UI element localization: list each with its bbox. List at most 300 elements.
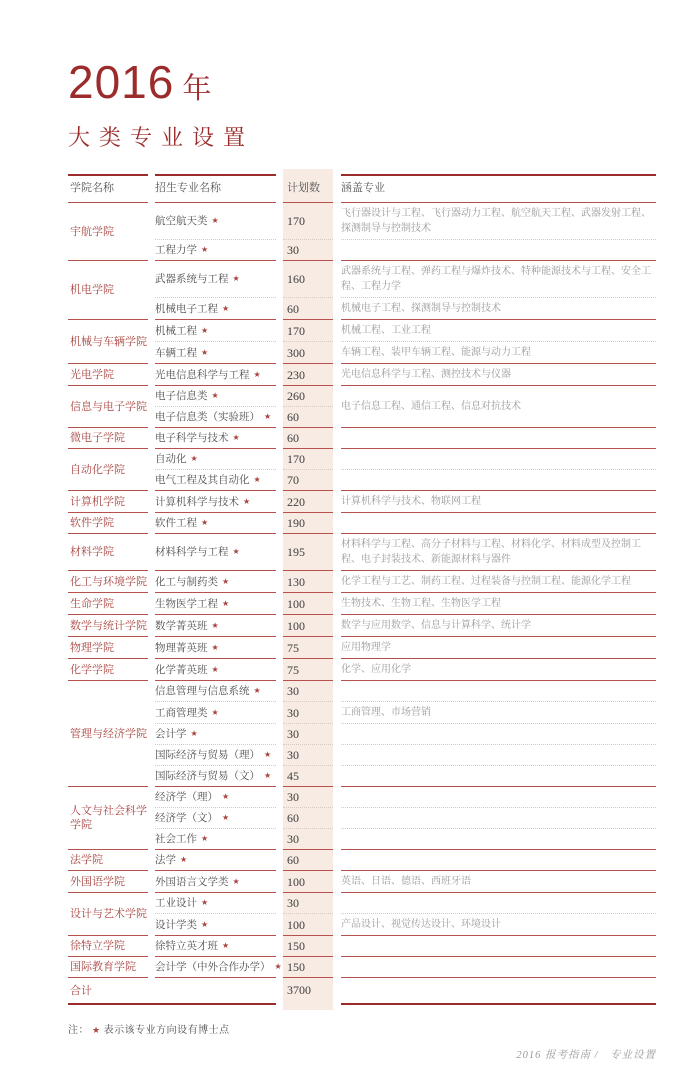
column-gap (276, 428, 283, 449)
covered-majors-cell: 计算机科学与技术、物联网工程 (341, 491, 656, 513)
covered-majors-cell: 应用物理学 (341, 637, 656, 659)
column-gap (276, 261, 283, 298)
doctoral-star-icon: ★ (180, 855, 188, 864)
table-row (68, 298, 656, 320)
column-gap (148, 637, 155, 659)
column-gap (148, 513, 155, 534)
plan-count-cell: 220 (283, 491, 333, 513)
column-gap (333, 745, 341, 766)
major-cell (155, 637, 276, 659)
covered-majors-cell: 车辆工程、装甲车辆工程、能源与动力工程 (341, 342, 656, 364)
table-row (68, 745, 656, 766)
table-row (68, 571, 656, 593)
doctoral-star-icon: ★ (211, 391, 219, 400)
plan-count-cell: 60 (283, 298, 333, 320)
column-gap (276, 203, 283, 240)
page (0, 55, 700, 1068)
major-name: 电子信息类 (155, 390, 208, 402)
college-name-cell: 微电子学院 (68, 428, 148, 449)
major-name: 机械工程 (155, 324, 197, 337)
table-row (68, 681, 656, 702)
table-row (68, 702, 656, 724)
major-name: 信息管理与信息系统 (155, 685, 250, 697)
column-gap (276, 766, 283, 787)
plan-count-cell: 150 (283, 936, 333, 957)
doctoral-star-icon: ★ (253, 369, 261, 379)
college-name-cell: 化学学院 (68, 659, 148, 681)
column-gap (333, 829, 341, 850)
column-gap (148, 893, 155, 936)
table-row (68, 893, 656, 914)
major-cell (155, 724, 276, 745)
column-gap (148, 203, 155, 261)
column-gap (276, 513, 283, 534)
major-cell (155, 240, 276, 261)
table-row (68, 534, 656, 571)
column-gap (276, 342, 283, 364)
covered-majors-cell: 光电信息科学与工程、测控技术与仪器 (341, 364, 656, 386)
table-row (68, 850, 656, 871)
doctoral-star-icon: ★ (222, 813, 230, 822)
doctoral-star-icon: ★ (190, 729, 198, 738)
doctoral-star-icon: ★ (222, 792, 230, 801)
column-gap (276, 702, 283, 724)
major-name: 物理菁英班 (155, 641, 208, 654)
column-gap (333, 534, 341, 571)
table-row (68, 491, 656, 513)
major-cell (155, 745, 276, 766)
plan-count-cell: 130 (283, 571, 333, 593)
column-gap (333, 407, 341, 428)
major-cell (155, 407, 276, 428)
covered-majors-cell (341, 787, 656, 808)
column-gap (148, 491, 155, 513)
column-gap (333, 978, 341, 1005)
column-gap (148, 871, 155, 893)
major-name: 化工与制药类 (155, 575, 218, 588)
column-gap (333, 637, 341, 659)
major-name: 电子信息类（实验班） (155, 411, 260, 423)
covered-majors-cell (341, 808, 656, 829)
column-gap (276, 893, 283, 914)
college-name-cell: 徐特立学院 (68, 936, 148, 957)
column-gap (333, 659, 341, 681)
column-gap (333, 298, 341, 320)
plan-count-cell: 75 (283, 637, 333, 659)
plan-count-cell: 45 (283, 766, 333, 787)
title-year-suffix: 年 (182, 73, 212, 105)
major-name: 工商管理类 (155, 706, 208, 719)
major-name: 会计学 (155, 728, 187, 740)
column-gap (276, 320, 283, 342)
doctoral-star-icon: ★ (253, 686, 261, 695)
covered-majors-cell: 机械电子工程、探测制导与控制技术 (341, 298, 656, 320)
majors-table (68, 174, 656, 1005)
header-major-name: 招生专业名称 (155, 175, 276, 203)
college-name-cell: 软件学院 (68, 513, 148, 534)
column-gap (333, 593, 341, 615)
column-gap (148, 571, 155, 593)
plan-count-cell: 75 (283, 659, 333, 681)
major-cell (155, 320, 276, 342)
plan-count-cell: 150 (283, 957, 333, 978)
column-gap (276, 571, 283, 593)
plan-count-cell: 30 (283, 240, 333, 261)
covered-majors-cell (341, 850, 656, 871)
column-gap (276, 175, 283, 203)
college-name-cell: 生命学院 (68, 593, 148, 615)
covered-majors-cell (341, 724, 656, 745)
major-cell (155, 615, 276, 637)
doctoral-star-icon: ★ (222, 576, 230, 586)
covered-majors-cell (341, 681, 656, 702)
column-gap (276, 724, 283, 745)
page-footer: 2016 报考指南 / 专业设置 (516, 1050, 656, 1061)
doctoral-star-icon: ★ (201, 898, 209, 907)
covered-majors-cell: 电子信息工程、通信工程、信息对抗技术 (341, 386, 656, 428)
column-gap (333, 175, 341, 203)
column-gap (333, 203, 341, 240)
column-gap (148, 850, 155, 871)
doctoral-star-icon: ★ (264, 750, 272, 759)
covered-majors-cell: 产品设计、视觉传达设计、环境设计 (341, 914, 656, 936)
covered-majors-cell: 机械工程、工业工程 (341, 320, 656, 342)
plan-count-cell: 170 (283, 203, 333, 240)
major-cell (155, 957, 282, 978)
major-name: 电子科学与技术 (155, 432, 229, 444)
major-cell (155, 681, 276, 702)
covered-majors-cell (341, 829, 656, 850)
major-name: 国际经济与贸易（理） (155, 749, 260, 761)
plan-count-cell: 190 (283, 513, 333, 534)
major-cell (155, 449, 276, 470)
doctoral-star-icon: ★ (201, 834, 209, 843)
table-row (68, 320, 656, 342)
footnote-text: 表示该专业方向设有博士点 (103, 1025, 230, 1036)
column-gap (148, 320, 155, 364)
column-gap (333, 681, 341, 702)
column-gap (276, 871, 283, 893)
plan-count-cell: 30 (283, 702, 333, 724)
plan-count-cell: 170 (283, 320, 333, 342)
doctoral-star-icon: ★ (92, 1025, 101, 1035)
column-gap (148, 428, 155, 449)
column-gap (148, 593, 155, 615)
major-name: 徐特立英才班 (155, 940, 218, 952)
plan-count-cell: 30 (283, 829, 333, 850)
major-cell (155, 491, 276, 513)
doctoral-star-icon: ★ (211, 620, 219, 630)
doctoral-star-icon: ★ (211, 664, 219, 674)
column-gap (333, 615, 341, 637)
plan-count-cell: 60 (283, 850, 333, 871)
plan-count-cell: 100 (283, 615, 333, 637)
major-name: 武器系统与工程 (155, 273, 229, 285)
table-row (68, 428, 656, 449)
table-header-row (68, 175, 656, 203)
doctoral-star-icon: ★ (190, 454, 198, 463)
major-name: 社会工作 (155, 833, 197, 845)
major-cell (155, 829, 276, 850)
plan-count-cell: 30 (283, 893, 333, 914)
major-name: 国际经济与贸易（文） (155, 770, 260, 782)
table-row (68, 936, 656, 957)
major-name: 材料科学与工程 (155, 546, 229, 558)
major-cell (155, 850, 276, 871)
college-name-cell: 物理学院 (68, 637, 148, 659)
column-gap (148, 175, 155, 203)
college-name-cell: 计算机学院 (68, 491, 148, 513)
major-name: 法学 (155, 854, 176, 866)
college-name-cell: 化工与环境学院 (68, 571, 148, 593)
covered-majors-cell (341, 745, 656, 766)
major-name: 机械电子工程 (155, 302, 218, 315)
major-cell (155, 787, 276, 808)
doctoral-star-icon: ★ (222, 303, 230, 313)
major-name: 生物医学工程 (155, 597, 218, 610)
header-covered-majors: 涵盖专业 (341, 175, 656, 203)
covered-majors-cell (341, 428, 656, 449)
column-gap (333, 957, 341, 978)
major-cell (155, 914, 276, 936)
column-gap (276, 449, 283, 470)
column-gap (148, 534, 155, 571)
covered-majors-cell: 材料科学与工程、高分子材料与工程、材料化学、材料成型及控制工程、电子封装技术、新能源材料与器件 (341, 534, 656, 571)
total-covered-cell (341, 978, 656, 1005)
major-cell (155, 342, 276, 364)
college-name-cell: 机械与车辆学院 (68, 320, 148, 364)
column-gap (276, 829, 283, 850)
column-gap (276, 491, 283, 513)
major-cell (155, 936, 276, 957)
college-name-cell: 光电学院 (68, 364, 148, 386)
table-row (68, 470, 656, 491)
major-name: 车辆工程 (155, 346, 197, 359)
table-row (68, 724, 656, 745)
plan-count-cell: 30 (283, 787, 333, 808)
plan-count-cell: 60 (283, 808, 333, 829)
column-gap (333, 914, 341, 936)
covered-majors-cell: 英语、日语、德语、西班牙语 (341, 871, 656, 893)
column-gap (333, 364, 341, 386)
column-gap (333, 766, 341, 787)
major-cell (155, 702, 276, 724)
plan-count-cell: 100 (283, 914, 333, 936)
major-name: 软件工程 (155, 517, 197, 529)
major-cell (155, 261, 276, 298)
table-row (68, 593, 656, 615)
major-name: 光电信息科学与工程 (155, 368, 250, 381)
covered-majors-cell (341, 957, 656, 978)
table-row (68, 449, 656, 470)
column-gap (333, 808, 341, 829)
college-name-cell: 数学与统计学院 (68, 615, 148, 637)
column-gap (276, 593, 283, 615)
table-row (68, 615, 656, 637)
doctoral-star-icon: ★ (253, 475, 261, 484)
college-name-cell: 材料学院 (68, 534, 148, 571)
doctoral-star-icon: ★ (222, 941, 230, 950)
college-name-cell: 设计与艺术学院 (68, 893, 148, 936)
column-gap (148, 386, 155, 428)
major-cell (155, 386, 276, 407)
college-name-cell: 自动化学院 (68, 449, 148, 491)
doctoral-star-icon: ★ (211, 642, 219, 652)
column-gap (148, 449, 155, 491)
major-name: 外国语言文学类 (155, 875, 229, 888)
major-name: 数学菁英班 (155, 619, 208, 632)
column-gap (333, 787, 341, 808)
covered-majors-cell (341, 766, 656, 787)
covered-majors-cell (341, 513, 656, 534)
table-row (68, 659, 656, 681)
plan-count-cell: 170 (283, 449, 333, 470)
column-gap (276, 850, 283, 871)
doctoral-star-icon: ★ (232, 876, 240, 886)
column-gap (333, 428, 341, 449)
covered-majors-cell (341, 936, 656, 957)
title-year: 2016 (68, 56, 175, 108)
column-gap (333, 871, 341, 893)
plan-count-cell: 30 (283, 745, 333, 766)
covered-majors-cell (341, 893, 656, 914)
major-cell (155, 571, 276, 593)
column-gap (148, 261, 155, 320)
column-gap (276, 637, 283, 659)
major-name: 经济学（理） (155, 791, 218, 803)
plan-count-cell: 60 (283, 428, 333, 449)
table-row (68, 808, 656, 829)
table-row (68, 513, 656, 534)
column-gap (333, 513, 341, 534)
column-gap (333, 702, 341, 724)
doctoral-star-icon: ★ (201, 325, 209, 335)
column-gap (333, 571, 341, 593)
page-subtitle: 大类专业设置 (68, 125, 255, 150)
table-row (68, 203, 656, 240)
doctoral-star-icon: ★ (201, 245, 209, 254)
column-gap (276, 659, 283, 681)
column-gap (276, 808, 283, 829)
table-row (68, 364, 656, 386)
plan-count-cell: 30 (283, 724, 333, 745)
column-gap (276, 936, 283, 957)
column-gap (276, 787, 283, 808)
column-gap (333, 342, 341, 364)
major-name: 经济学（文） (155, 812, 218, 824)
college-name-cell: 信息与电子学院 (68, 386, 148, 428)
covered-majors-cell (341, 449, 656, 470)
doctoral-star-icon: ★ (232, 274, 240, 283)
column-gap (276, 615, 283, 637)
college-name-cell: 法学院 (68, 850, 148, 871)
column-gap (276, 364, 283, 386)
column-gap (148, 615, 155, 637)
covered-majors-cell: 武器系统与工程、弹药工程与爆炸技术、特种能源技术与工程、安全工程、工程力学 (341, 261, 656, 298)
major-cell (155, 593, 276, 615)
covered-majors-cell: 化学工程与工艺、制药工程、过程装备与控制工程、能源化学工程 (341, 571, 656, 593)
major-cell (155, 470, 276, 491)
major-cell (155, 766, 276, 787)
college-name-cell: 人文与社会科学学院 (68, 787, 148, 850)
doctoral-star-icon: ★ (232, 547, 240, 556)
column-gap (276, 681, 283, 702)
doctoral-star-icon: ★ (264, 771, 272, 780)
major-name: 自动化 (155, 453, 187, 465)
table-row (68, 240, 656, 261)
column-gap (276, 240, 283, 261)
column-gap (148, 364, 155, 386)
plan-count-cell: 70 (283, 470, 333, 491)
major-name: 航空航天类 (155, 215, 208, 227)
plan-count-cell: 300 (283, 342, 333, 364)
doctoral-star-icon: ★ (232, 433, 240, 442)
header-plan-count: 计划数 (283, 175, 333, 203)
covered-majors-cell: 飞行器设计与工程、飞行器动力工程、航空航天工程、武器发射工程、探测制导与控制技术 (341, 203, 656, 240)
major-cell (155, 364, 276, 386)
column-gap (333, 936, 341, 957)
plan-count-cell: 260 (283, 386, 333, 407)
doctoral-star-icon: ★ (211, 707, 219, 717)
college-name-cell: 管理与经济学院 (68, 681, 148, 787)
table-row (68, 342, 656, 364)
major-name: 计算机科学与技术 (155, 495, 239, 508)
header-college-name: 学院名称 (68, 175, 148, 203)
column-gap (276, 298, 283, 320)
major-cell (155, 513, 276, 534)
major-cell (155, 428, 276, 449)
table-row (68, 957, 656, 978)
covered-majors-cell (341, 240, 656, 261)
table-row (68, 637, 656, 659)
table-row (68, 871, 656, 893)
covered-majors-cell: 生物技术、生物工程、生物医学工程 (341, 593, 656, 615)
column-gap (276, 978, 283, 1005)
column-gap (333, 724, 341, 745)
college-name-cell: 机电学院 (68, 261, 148, 320)
plan-count-cell: 100 (283, 871, 333, 893)
doctoral-star-icon: ★ (222, 598, 230, 608)
plan-count-cell: 195 (283, 534, 333, 571)
column-gap (276, 914, 283, 936)
college-name-cell: 国际教育学院 (68, 957, 148, 978)
doctoral-star-icon: ★ (201, 347, 209, 357)
column-gap (276, 745, 283, 766)
column-gap (333, 261, 341, 298)
table-row (68, 766, 656, 787)
total-label: 合计 (68, 978, 276, 1005)
major-cell (155, 534, 276, 571)
doctoral-star-icon: ★ (201, 518, 209, 527)
column-gap (333, 386, 341, 407)
table-row (68, 829, 656, 850)
major-name: 工业设计 (155, 897, 197, 909)
college-name-cell: 外国语学院 (68, 871, 148, 893)
plan-count-cell: 30 (283, 681, 333, 702)
doctoral-star-icon: ★ (264, 412, 272, 421)
table-row (68, 787, 656, 808)
major-cell (155, 871, 276, 893)
table-row (68, 386, 656, 407)
column-gap (333, 470, 341, 491)
covered-majors-cell (341, 470, 656, 491)
major-cell (155, 893, 276, 914)
major-name: 会计学（中外合作办学） (155, 961, 271, 973)
column-gap (148, 936, 155, 957)
column-gap (333, 449, 341, 470)
table-row (68, 261, 656, 298)
footnote (68, 1021, 700, 1036)
